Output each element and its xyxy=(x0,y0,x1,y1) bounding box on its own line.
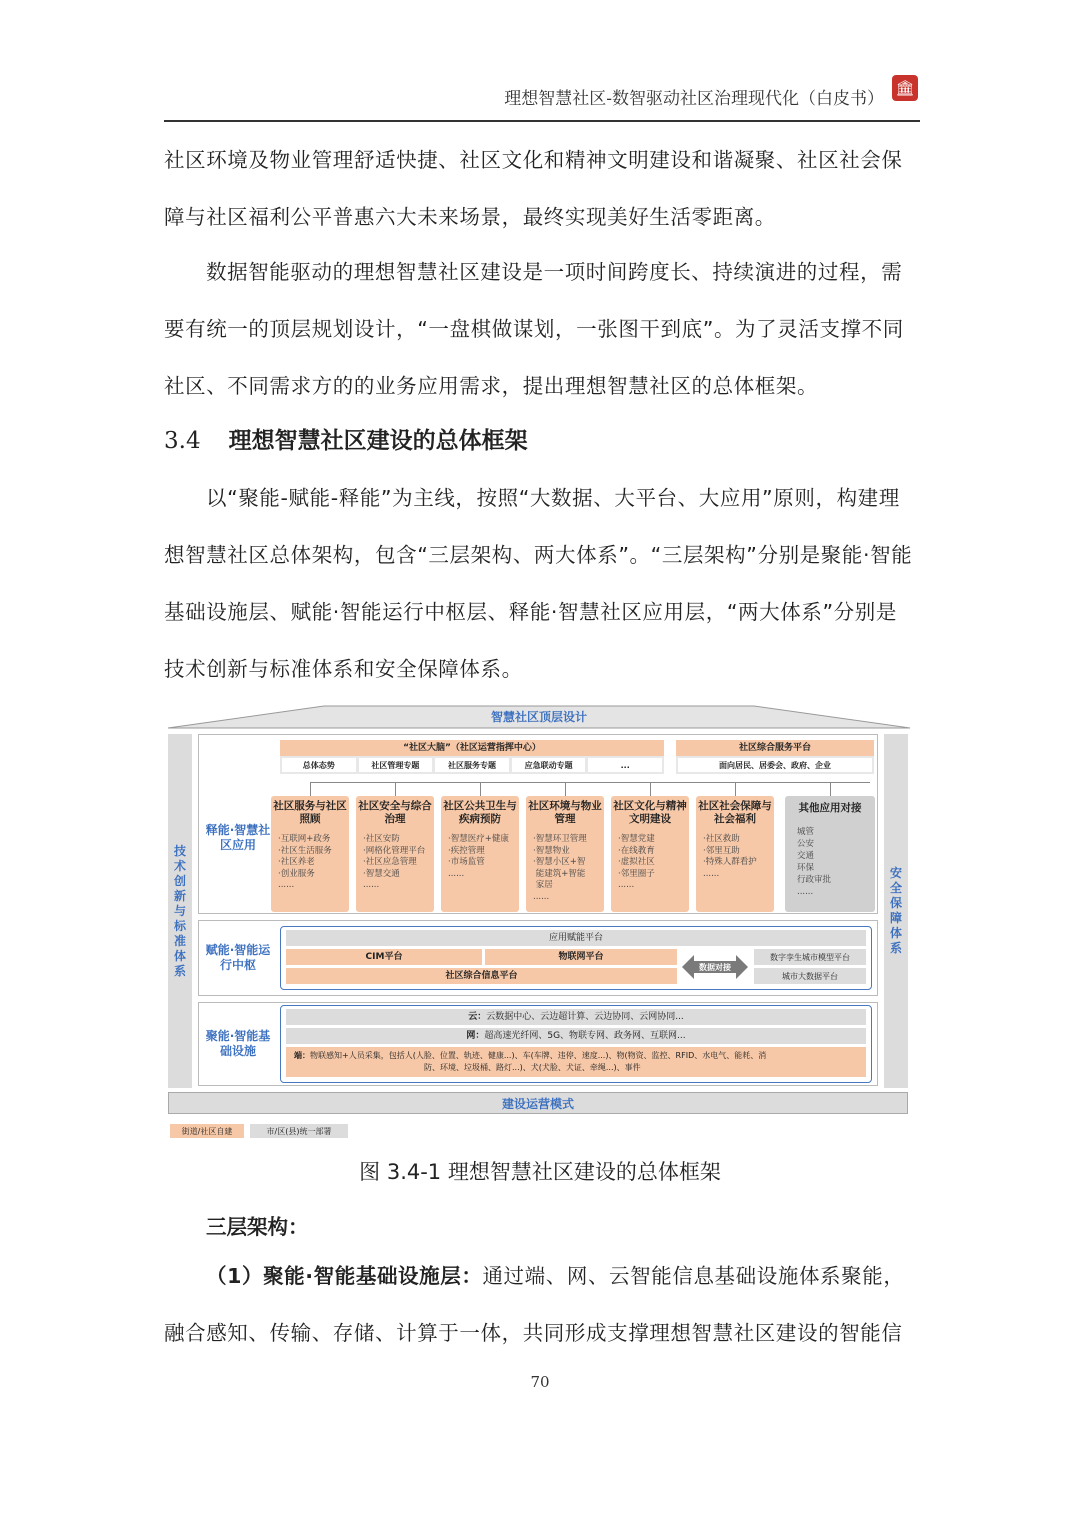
text-line: 想智慧社区总体架构，包含“三层架构、两大体系”。“三层架构”分别是聚能·智能 xyxy=(164,543,913,567)
left-pillar-label: 技术创新与标准体系 xyxy=(174,843,187,978)
other-apps-title: 其他应用对接 xyxy=(798,802,862,814)
operation-mode-bar: 建设运营模式 xyxy=(168,1092,908,1114)
section-title: 理想智慧社区建设的总体框架 xyxy=(228,428,528,454)
text-line: 基础设施层、赋能·智能运行中枢层、释能·智慧社区应用层，“两大体系”分别是 xyxy=(164,600,897,624)
app-card-title: 社区社会保障与社会福利 xyxy=(698,800,772,825)
app-card xyxy=(271,796,349,912)
text-line: 社区环境及物业管理舒适快捷、社区文化和精神文明建设和谐凝聚、社区社会保 xyxy=(164,148,903,172)
app-card xyxy=(696,796,774,912)
page-number: 70 xyxy=(530,1373,550,1391)
para4-lead: （1）聚能·智能基础设施层： xyxy=(206,1264,483,1288)
text-line: 数据智能驱动的理想智慧社区建设是一项时间跨度长、持续演进的过程，需 xyxy=(206,260,903,284)
service-platform-title: 社区综合服务平台 xyxy=(676,740,874,756)
section-heading xyxy=(164,422,528,455)
data-exchange-label: 数据对接 xyxy=(699,962,731,972)
connector-line xyxy=(310,782,311,796)
connector-line xyxy=(650,782,651,796)
text-line: 社区、不同需求方的的业务应用需求，提出理想智慧社区的总体框架。 xyxy=(164,374,819,398)
brain-item: ... xyxy=(588,758,662,772)
app-card-items: ·智慧环卫管理 ·智慧物业 ·智慧小区+智 能建筑+智能 家居 ...... xyxy=(533,834,587,902)
hub-layer-label: 赋能·智能运行中枢 xyxy=(205,943,271,972)
framework-diagram xyxy=(164,700,914,1142)
app-card-title: 社区公共卫生与疾病预防 xyxy=(443,800,517,825)
service-platform-sub-wrap xyxy=(676,756,874,774)
infra-layer-label: 聚能·智能基础设施 xyxy=(205,1029,271,1058)
text-line: 融合感知、传输、存储、计算于一体，共同形成支撑理想智慧社区建设的智能信 xyxy=(164,1321,903,1345)
app-card-title: 社区安全与综合治理 xyxy=(358,800,432,825)
infra-network xyxy=(286,1028,866,1044)
city-bigdata-platform: 城市大数据平台 xyxy=(754,968,866,984)
app-card-items: ·智慧党建 ·在线教育 ·虚拟社区 ·邻里圈子 ...... xyxy=(618,834,655,890)
infra-end-line2: 防、环境、垃圾桶、路灯...)、犬(犬脸、犬证、牵绳...)、事件 xyxy=(424,1063,641,1072)
connector-line xyxy=(830,782,831,796)
app-card-title: 社区服务与社区照顾 xyxy=(273,800,347,825)
section-number: 3.4 xyxy=(164,428,201,454)
app-card-title: 社区文化与精神文明建设 xyxy=(613,800,687,825)
infra-cloud xyxy=(286,1009,866,1025)
connector-line xyxy=(565,782,566,796)
right-pillar xyxy=(884,734,908,1088)
service-platform-sub: 面向居民、居委会、政府、企业 xyxy=(678,758,872,772)
app-enable-platform: 应用赋能平台 xyxy=(286,930,866,946)
infra-net-text: 超高速光纤网、5G、物联专网、政务网、互联网... xyxy=(484,1031,686,1041)
other-apps-card xyxy=(785,796,875,912)
infra-end-label: 端： xyxy=(294,1051,310,1060)
figure-caption: 图 3.4-1 理想智慧社区建设的总体框架 xyxy=(359,1160,721,1184)
legend-unified: 市/区(县)统一部署 xyxy=(250,1124,348,1138)
infra-endpoints xyxy=(286,1047,866,1077)
right-pillar-label: 安全保障体系 xyxy=(890,866,903,955)
connector-line xyxy=(480,782,481,796)
brain-item: 社区管理专题 xyxy=(359,758,433,772)
app-layer-label: 释能·智慧社区应用 xyxy=(205,823,271,852)
app-card xyxy=(441,796,519,912)
app-card xyxy=(611,796,689,912)
connector-line xyxy=(310,782,870,783)
text-line: 障与社区福利公平普惠六大未来场景，最终实现美好生活零距离。 xyxy=(164,205,776,229)
infra-cloud-text: 云数据中心、云边超计算、云边协同、云网协同... xyxy=(486,1012,684,1022)
running-header: 理想智慧社区-数智驱动社区治理现代化（白皮书） xyxy=(504,89,884,109)
other-apps-items: 城管 公安 交通 环保 行政审批 ...... xyxy=(797,827,832,897)
text-line xyxy=(164,1248,920,1305)
brain-title: “社区大脑”（社区运营指挥中心） xyxy=(280,740,664,756)
app-card-items: ·智慧医疗+健康 ·疾控管理 ·市场监管 ...... xyxy=(448,834,509,879)
brain-items xyxy=(280,756,664,774)
connector-line xyxy=(735,782,736,796)
publisher-logo-icon: 🏛 xyxy=(892,75,918,101)
brain-item: 应急联动专题 xyxy=(512,758,586,772)
connector-line xyxy=(395,782,396,796)
roof-label: 智慧社区顶层设计 xyxy=(490,709,587,724)
paragraph-4 xyxy=(164,1248,920,1362)
header-rule xyxy=(164,120,920,122)
community-info-platform: 社区综合信息平台 xyxy=(286,968,677,984)
app-card-title: 社区环境与物业管理 xyxy=(528,800,602,825)
app-card xyxy=(526,796,604,912)
iot-platform: 物联网平台 xyxy=(485,949,677,965)
paragraph-3 xyxy=(164,470,920,698)
left-pillar xyxy=(168,734,192,1088)
app-card xyxy=(356,796,434,912)
digital-twin-platform: 数字孪生城市模型平台 xyxy=(754,949,866,965)
subheading: 三层架构： xyxy=(206,1215,309,1239)
paragraph-1 xyxy=(164,132,920,246)
text-line: 以“聚能-赋能-释能”为主线，按照“大数据、大平台、大应用”原则，构建理 xyxy=(206,486,900,510)
app-card-items: ·社区救助 ·邻里互助 ·特殊人群看护 ...... xyxy=(703,834,757,879)
infra-cloud-label: 云： xyxy=(468,1012,487,1022)
legend-self-built: 街道/社区自建 xyxy=(170,1124,244,1138)
paragraph-2 xyxy=(164,244,920,415)
infra-end-line1: 物联感知+人员采集，包括人(人脸、位置、轨迹、健康...)、车(车牌、违停、速度...)、物(物资、监控、RFID、水电气、能耗、消 xyxy=(310,1051,767,1060)
brain-item: 总体态势 xyxy=(282,758,356,772)
para4-rest: 通过端、网、云智能信息基础设施体系聚能， xyxy=(482,1264,905,1288)
app-card-items: ·互联网+政务 ·社区生活服务 ·社区养老 ·创业服务 ...... xyxy=(278,834,332,890)
text-line: 技术创新与标准体系和安全保障体系。 xyxy=(164,657,523,681)
app-card-items: ·社区安防 ·网格化管理平台 ·社区应急管理 ·智慧交通 ...... xyxy=(363,834,426,890)
infra-net-label: 网： xyxy=(466,1031,485,1041)
cim-platform: CIM平台 xyxy=(286,949,482,965)
text-line: 要有统一的顶层规划设计，“一盘棋做谋划，一张图干到底”。为了灵活支撑不同 xyxy=(164,317,904,341)
brain-item: 社区服务专题 xyxy=(435,758,509,772)
